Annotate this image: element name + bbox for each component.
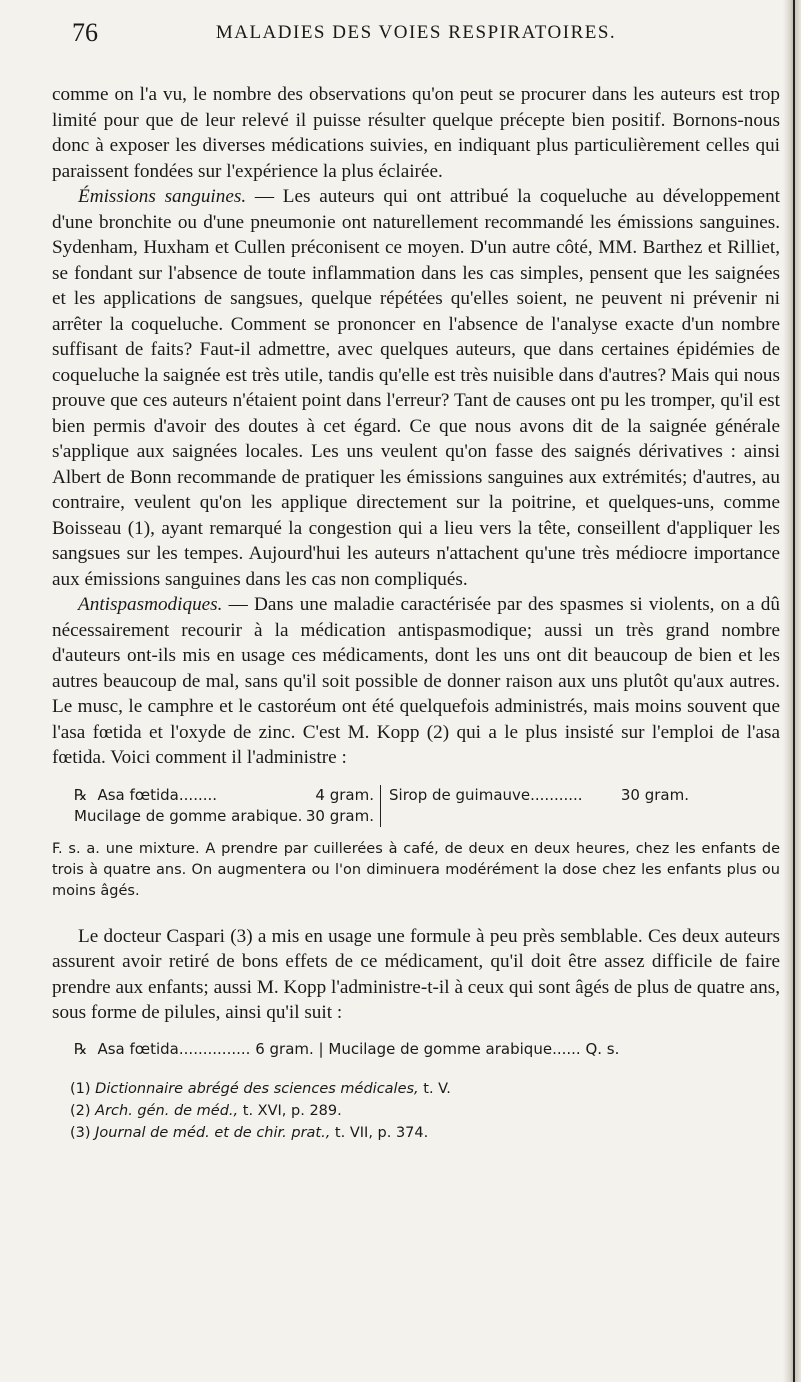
running-title: MALADIES DES VOIES RESPIRATOIRES. [215, 22, 617, 43]
page-header [52, 18, 780, 80]
ingredient-name: Mucilage de gomme arabique [328, 1039, 553, 1058]
ingredient-qty: 30 gram. [620, 785, 689, 804]
ingredient-qty: 6 gram. [255, 1039, 314, 1058]
page-gutter-shadow [783, 0, 801, 1382]
footnote-ref: t. V. [418, 1080, 451, 1097]
ingredient-qty: Q. s. [585, 1039, 620, 1058]
leader-dots: ...... [552, 1039, 581, 1058]
prescription-2: ℞ Asa fœtida ............... 6 gram. | Mucilage de gomme arabique ...... Q. s. [74, 1039, 620, 1058]
footnote-title: Dictionnaire abrégé des sciences médicales, [95, 1080, 419, 1097]
prescription-line [74, 806, 374, 827]
footnote-title: Journal de méd. et de chir. prat., [95, 1124, 331, 1141]
footnote [70, 1100, 780, 1122]
footnote [70, 1078, 780, 1100]
prescription-1-left [74, 785, 381, 827]
section-heading-antispasmodiques: Antispasmodiques. [78, 594, 223, 615]
footnote-number: (2) [70, 1102, 91, 1119]
paragraph-caspari: Le docteur Caspari (3) a mis en usage une formule à peu près semblable. Ces deux auteurs assurent avoir retiré de bons effets de ce médicament, qu'il doit être assez difficile de faire prendre aux enfants; aussi M. Kopp l'administre-t-il à ceux qui sont âgés de plus de quatre ans, sous forme de pilules, ainsi qu'il suit : [52, 925, 780, 1023]
footnote-ref: t. XVI, p. 289. [238, 1102, 342, 1119]
paragraph-antispasmodiques-text: — Dans une maladie caractérisée par des spasmes si violents, on a dû nécessairement recourir à la médication antispasmodique; aussi un très grand nombre d'auteurs ont-ils mis en usage ces médicaments, dont les uns ont dit beaucoup de bien et les autres beaucoup de mal, sans qu'il soit possible de donner raison aux uns plutôt qu'aux autres. Le musc, le camphre et le castoréum ont été quelquefois administrés, mais moins souvent que l'asa fœtida et l'oxyde de zinc. C'est M. Kopp (2) qui a le plus insisté sur l'emploi de l'asa fœtida. Voici comment il l'administre : [52, 594, 780, 768]
ingredient-name: Asa fœtida [97, 1039, 179, 1058]
paragraph-emissions [52, 184, 780, 592]
paragraph-emissions-text: — Les auteurs qui ont attribué la coqueluche au développement d'une bronchite ou d'une pneumonie ont naturellement recommandé les émissions sanguines. Sydenham, Huxham et Cullen préconisent ce moyen. D'un autre côté, MM. Barthez et Rilliet, se fondant sur l'absence de toute inflammation dans les cas simples, pensent que les saignées et les applications de sangsues, quelque répétées qu'elles soient, ne peuvent ni prévenir ni arrêter la coqueluche. Comment se prononcer en l'absence de l'analyse exacte d'un nombre suffisant de faits? Faut-il admettre, avec quelques auteurs, que dans certaines épidémies de coqueluche la saignée est très utile, tandis qu'elle est très nuisible dans d'autres? Mais qui nous prouve que ces auteurs n'étaient point dans l'erreur? Tant de causes ont pu les tromper, qu'il est bien permis d'avoir des doutes à cet égard. Ce que nous avons dit de la saignée générale s'applique aux saignées locales. Les uns veulent qu'on fasse des saignés dérivatives : ainsi Albert de Bonn recommande de pratiquer les émissions sanguines aux extrémités; d'autres, au contraire, veulent qu'on les applique directement sur la poitrine, et quelques-uns, comme Boisseau (1), ayant remarqué la congestion qui a lieu vers la tête, conseillent d'appliquer les sangsues sur les tempes. Aujourd'hui les auteurs n'attachent qu'une très médiocre importance aux émissions sanguines dans les cas non compliqués. [52, 186, 781, 590]
prescription-1-right [381, 785, 689, 827]
footnote-ref: t. VII, p. 374. [330, 1124, 429, 1141]
prescription-line [389, 785, 689, 806]
footnotes [70, 1078, 780, 1144]
footnote-number: (1) [70, 1080, 91, 1097]
footnote [70, 1122, 780, 1144]
prescription-1-instructions: F. s. a. une mixture. A prendre par cuillerées à café, de deux en deux heures, chez les enfants de trois à quatre ans. On augmentera ou l'on diminuera modérément la dose chez les enfants plus ou moins âgés. [52, 840, 780, 899]
leader-dots: ........... [530, 785, 583, 804]
prescription-line [74, 785, 374, 806]
footnote-title: Arch. gén. de méd., [95, 1102, 239, 1119]
ingredient-name: Asa fœtida [97, 785, 179, 804]
page-number: 76 [72, 18, 98, 47]
body-text [52, 82, 780, 771]
ingredient-qty: 4 gram. [315, 785, 374, 804]
leader-dots: ............... [178, 1039, 251, 1058]
ingredient-qty: 30 gram. [305, 806, 374, 825]
page-edge [793, 0, 795, 1382]
footnote-number: (3) [70, 1124, 91, 1141]
ingredient-name: Sirop de guimauve [389, 785, 531, 804]
leader-dots: ........ [178, 785, 218, 804]
paragraph-antispasmodiques [52, 592, 780, 771]
ingredient-name: Mucilage de gomme arabique. [74, 806, 303, 825]
page-content [52, 0, 780, 1144]
body-text-2 [52, 924, 780, 1026]
prescription-1 [74, 785, 780, 827]
section-heading-emissions: Émissions sanguines. [78, 186, 247, 207]
rx-icon: ℞ [74, 1039, 88, 1058]
rx-icon: ℞ [74, 785, 88, 804]
paragraph-intro: comme on l'a vu, le nombre des observations qu'on peut se procurer dans les auteurs est trop limité pour que de leur relevé il puisse résulter quelque précepte bien positif. Bornons-nous donc à exposer les diverses médications suivies, en indiquant plus particulièrement celles qui paraissent fondées sur l'expérience la plus éclairée. [52, 84, 780, 182]
